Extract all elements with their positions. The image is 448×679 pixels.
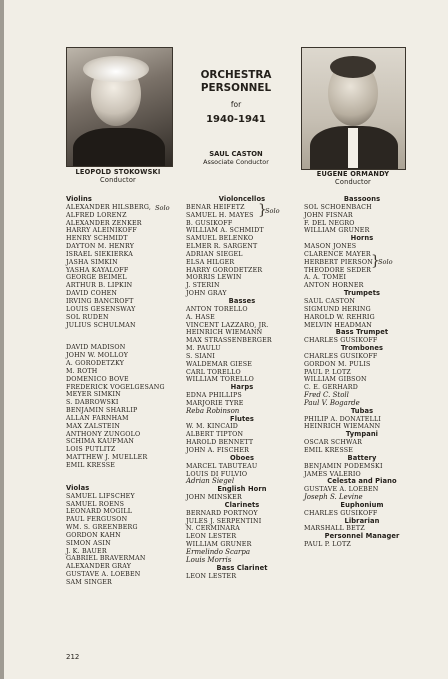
caption-stokowski-name: LEOPOLD STOKOWSKI bbox=[75, 168, 161, 176]
personnel-name: CHARLES GUSIKOFF bbox=[304, 352, 378, 360]
personnel-name: SAMUEL H. MAYES bbox=[186, 211, 254, 219]
personnel-name: ANTON HORNER bbox=[304, 282, 364, 290]
personnel-name: DAVID MADISON bbox=[66, 344, 126, 352]
section-heading-clarinets: Clarinets bbox=[224, 500, 260, 509]
personnel-name: N. CERMINARA bbox=[186, 525, 240, 533]
personnel-name: WM. S. GREENBERG bbox=[66, 524, 138, 532]
personnel-name: MARJORIE TYRE bbox=[186, 399, 244, 407]
personnel-name: Fred C. Stoll bbox=[304, 391, 349, 400]
personnel-name: A. GORODETZKY bbox=[66, 360, 125, 368]
section-heading-basses: Basses bbox=[228, 296, 256, 305]
personnel-name: A. HASE bbox=[186, 313, 215, 321]
personnel-name: JULIUS SCHULMAN bbox=[66, 321, 136, 329]
personnel-name: FREDERICK VOGELGESANG bbox=[66, 383, 165, 391]
personnel-name: PAUL P. LOTZ bbox=[304, 368, 351, 376]
spacer bbox=[66, 470, 186, 478]
personnel-name: MATTHEW J. MUELLER bbox=[66, 454, 148, 462]
personnel-name: MELVIN HEADMAN bbox=[304, 321, 373, 329]
personnel-name: C. E. GERHARD bbox=[304, 384, 358, 392]
personnel-name: W. M. KINCAID bbox=[186, 423, 239, 431]
solo-label-violins: Solo bbox=[155, 204, 170, 212]
personnel-name: CLARENCE MAYER bbox=[304, 250, 371, 258]
personnel-name: SAMUEL BELENKO bbox=[186, 235, 254, 243]
associate-role: Associate Conductor bbox=[203, 158, 269, 166]
section-heading-violas: Violas bbox=[66, 483, 90, 492]
personnel-name: OSCAR SCHWAR bbox=[304, 439, 363, 447]
personnel-name: ALLAN FARNHAM bbox=[66, 414, 129, 422]
associate-name: SAUL CASTON bbox=[209, 150, 263, 158]
personnel-name: Paul V. Bogarde bbox=[304, 398, 360, 407]
personnel-name: ANTHONY ZUNGOLO bbox=[66, 430, 141, 438]
personnel-name: CHARLES GUSIKOFF bbox=[304, 337, 378, 345]
personnel-name: HENRY SCHMIDT bbox=[66, 235, 128, 243]
section-heading-violoncellos: Violoncellos bbox=[218, 195, 266, 203]
personnel-name: SAMUEL ROENS bbox=[66, 500, 125, 508]
solo-label-cellos: Solo bbox=[265, 207, 280, 215]
personnel-name: YASHA KAYALOFF bbox=[66, 266, 129, 274]
personnel-name: DOMENICO BOVE bbox=[66, 375, 129, 383]
personnel-name: MORRIS LEWIN bbox=[186, 274, 242, 282]
season-label: 1940-1941 bbox=[206, 114, 266, 125]
personnel-name: ALEXANDER HILSBERG, bbox=[66, 203, 152, 211]
solo-label-horns: Solo bbox=[378, 258, 393, 266]
section-heading-personnel-manager: Personnel Manager bbox=[324, 532, 400, 541]
caption-stokowski-role: Conductor bbox=[100, 175, 136, 184]
personnel-name: M. ROTH bbox=[66, 367, 98, 375]
personnel-name: PAUL P. LOTZ bbox=[304, 541, 351, 549]
personnel-name: WILLIAM GRUNER bbox=[186, 541, 252, 549]
personnel-name: SCHIMA KAUFMAN bbox=[66, 438, 135, 446]
personnel-name: LOUIS GESENSWAY bbox=[66, 305, 136, 313]
personnel-name: JOHN GRAY bbox=[186, 290, 227, 298]
personnel-name: GABRIEL BRAVERMAN bbox=[66, 555, 146, 563]
personnel-name: MAX ZALSTEIN bbox=[66, 422, 121, 430]
page-number: 212 bbox=[66, 653, 80, 661]
personnel-name: SIGMUND HERING bbox=[304, 305, 371, 313]
personnel-name: THEODORE SEDER bbox=[304, 266, 372, 274]
personnel-name: J. K. BAUER bbox=[66, 547, 107, 555]
personnel-name: ALBERT TIPTON bbox=[186, 431, 244, 439]
personnel-name: JOHN A. FISCHER bbox=[186, 447, 250, 454]
personnel-name: IRVING BANCROFT bbox=[66, 297, 134, 305]
section-heading-oboes: Oboes bbox=[229, 453, 255, 462]
personnel-name: HARRY GORODETZER bbox=[186, 266, 263, 274]
personnel-name: SAM SINGER bbox=[66, 578, 112, 586]
personnel-name: WILLIAM A. SCHMIDT bbox=[186, 227, 264, 235]
personnel-name: ADRIAN SIEGEL bbox=[186, 250, 243, 258]
personnel-name: ALEXANDER GRAY bbox=[66, 563, 132, 571]
personnel-name: GUSTAVE A. LOEBEN bbox=[66, 571, 141, 579]
section-heading-english-horn: English Horn bbox=[217, 485, 267, 494]
personnel-name: Reba Robinson bbox=[186, 406, 240, 415]
personnel-name: MASON JONES bbox=[304, 243, 357, 251]
section-heading-horns: Horns bbox=[350, 234, 374, 243]
personnel-name: GEORGE BEIMEL bbox=[66, 274, 127, 282]
personnel-name: Ermelindo Scarpa bbox=[186, 547, 251, 556]
personnel-name: F. DEL NEGRO bbox=[304, 219, 355, 227]
personnel-name: BENJAMIN SHARLIP bbox=[66, 407, 138, 415]
personnel-name: SAUL CASTON bbox=[304, 297, 356, 305]
section-heading-bass-trumpet: Bass Trumpet bbox=[335, 328, 389, 337]
personnel-name: DAVID COHEN bbox=[66, 290, 118, 298]
personnel-name: MARCEL TABUTEAU bbox=[186, 462, 258, 470]
personnel-name: LEONARD MOGILL bbox=[66, 508, 133, 516]
personnel-name: WILLIAM GIBSON bbox=[304, 376, 367, 384]
personnel-name: Joseph S. Levine bbox=[304, 493, 363, 502]
section-heading-librarian: Librarian bbox=[344, 516, 380, 525]
personnel-name: JASHA SIMKIN bbox=[66, 258, 118, 266]
personnel-name: PHILIP A. DONATELLI bbox=[304, 415, 382, 423]
personnel-name: GUSTAVE A. LOEBEN bbox=[304, 486, 379, 494]
portrait-stokowski bbox=[66, 47, 173, 167]
personnel-name: LOIS PUTLITZ bbox=[66, 446, 116, 454]
personnel-name: JAMES VALERIO bbox=[304, 470, 361, 478]
caption-stokowski bbox=[58, 169, 178, 184]
personnel-name: A. A. TOMEI bbox=[304, 274, 347, 282]
personnel-name: HARRY ALEINIKOFF bbox=[66, 227, 137, 235]
personnel-name: SAMUEL LIFSCHEY bbox=[66, 492, 135, 500]
personnel-name: BENAR HEIFETZ bbox=[186, 203, 245, 211]
brace-cellos: } bbox=[258, 202, 267, 218]
section-heading-bassoons: Bassoons bbox=[343, 195, 381, 203]
personnel-name: HEINRICH WIEMANN bbox=[186, 329, 263, 337]
caption-ormandy bbox=[292, 171, 414, 186]
section-heading-bass-clarinet: Bass Clarinet bbox=[216, 563, 268, 572]
caption-ormandy-role: Conductor bbox=[335, 177, 371, 186]
section-heading-harps: Harps bbox=[230, 383, 254, 392]
personnel-name: EMIL KRESSE bbox=[66, 462, 116, 469]
personnel-name: J. STERIN bbox=[186, 282, 220, 290]
section-heading-battery: Battery bbox=[347, 453, 377, 462]
personnel-name: JOHN MINSKER bbox=[186, 494, 242, 502]
section-heading-trombones: Trombones bbox=[340, 344, 384, 353]
personnel-name: EMIL KRESSE bbox=[304, 447, 354, 454]
personnel-name: Louis Morris bbox=[186, 555, 232, 564]
column-strings bbox=[66, 196, 186, 587]
personnel-name: VINCENT LAZZARO, JR. bbox=[186, 321, 269, 329]
personnel-name: S. SIANI bbox=[186, 352, 216, 360]
personnel-name: M. PAULU bbox=[186, 345, 221, 353]
title-line-1: ORCHESTRA bbox=[200, 69, 272, 81]
personnel-name: CHARLES GUSIKOFF bbox=[304, 509, 378, 517]
personnel-name: WALDEMAR GIESE bbox=[186, 360, 253, 368]
title-line-2: PERSONNEL bbox=[200, 82, 272, 94]
personnel-name: ANTON TORELLO bbox=[186, 305, 248, 313]
caption-ormandy-name: EUGENE ORMANDY bbox=[316, 170, 390, 178]
personnel-name: SIMON ASIN bbox=[66, 539, 111, 547]
section-heading-tubas: Tubas bbox=[350, 406, 374, 415]
personnel-name: ELSA HILGER bbox=[186, 258, 235, 266]
section-heading-tympani: Tympani bbox=[345, 430, 379, 439]
personnel-name: Adrian Siegel bbox=[186, 477, 235, 486]
personnel-name: HAROLD W. REHRIG bbox=[304, 313, 375, 321]
column-cellos-winds bbox=[186, 196, 298, 580]
personnel-name: ELMER R. SARGENT bbox=[186, 243, 258, 251]
personnel-name: PAUL FERGUSON bbox=[66, 516, 128, 524]
personnel-name: MAX STRASSENBERGER bbox=[186, 337, 272, 345]
brace-horns: } bbox=[371, 253, 380, 269]
column-brass-others bbox=[304, 196, 420, 549]
personnel-name: LEON LESTER bbox=[186, 533, 237, 541]
section-heading-flutes: Flutes bbox=[230, 414, 254, 423]
personnel-name: ALEXANDER ZENKER bbox=[66, 219, 142, 227]
personnel-name: GORDON KAHN bbox=[66, 531, 121, 539]
personnel-name: LEON LESTER bbox=[186, 572, 237, 580]
section-heading-euphonium: Euphonium bbox=[340, 500, 384, 509]
personnel-name: ALFRED LORENZ bbox=[66, 211, 127, 219]
section-heading-violins: Violins bbox=[66, 195, 92, 203]
personnel-name: ARTHUR B. LIPKIN bbox=[66, 282, 133, 290]
personnel-name: SOL RUDEN bbox=[66, 313, 109, 321]
personnel-name: BERNARD PORTNOY bbox=[186, 509, 258, 517]
personnel-name: MARSHALL BETZ bbox=[304, 525, 365, 533]
personnel-name: BENJAMIN PODEMSKI bbox=[304, 462, 383, 470]
personnel-name: JOHN FISNAR bbox=[304, 211, 353, 219]
personnel-name: HERBERT PIERSON bbox=[304, 258, 373, 266]
spacer bbox=[66, 337, 186, 345]
personnel-name: WILLIAM TORELLO bbox=[186, 376, 255, 384]
personnel-name: DAYTON M. HENRY bbox=[66, 243, 135, 251]
title-for: for bbox=[230, 100, 242, 109]
personnel-name: LOUIS DI FULVIO bbox=[186, 470, 248, 478]
personnel-name: JULES J. SERPENTINI bbox=[186, 517, 262, 525]
personnel-name: ISRAEL SIEKIERKA bbox=[66, 250, 133, 258]
section-heading-celesta-and-piano: Celesta and Piano bbox=[327, 477, 397, 486]
section-heading-trumpets: Trumpets bbox=[343, 289, 381, 298]
portrait-ormandy bbox=[301, 47, 406, 170]
personnel-name: HAROLD BENNETT bbox=[186, 439, 254, 447]
personnel-name: GORDON M. PULIS bbox=[304, 360, 371, 368]
personnel-name: CARL TORELLO bbox=[186, 368, 241, 376]
personnel-name: HEINRICH WIEMANN bbox=[304, 423, 381, 431]
personnel-name: MEYER SIMKIN bbox=[66, 391, 121, 399]
personnel-name: S. DABROWSKI bbox=[66, 399, 119, 407]
personnel-name: JOHN W. MOLLOY bbox=[66, 352, 129, 360]
personnel-name: WILLIAM GRUNER bbox=[304, 227, 370, 235]
page-title bbox=[180, 69, 292, 95]
personnel-name: B. GUSIKOFF bbox=[186, 219, 233, 227]
spacer bbox=[66, 329, 186, 337]
personnel-name: EDNA PHILLIPS bbox=[186, 392, 242, 400]
page-edge-shadow bbox=[0, 0, 4, 679]
personnel-name: SOL SCHOENBACH bbox=[304, 203, 372, 211]
